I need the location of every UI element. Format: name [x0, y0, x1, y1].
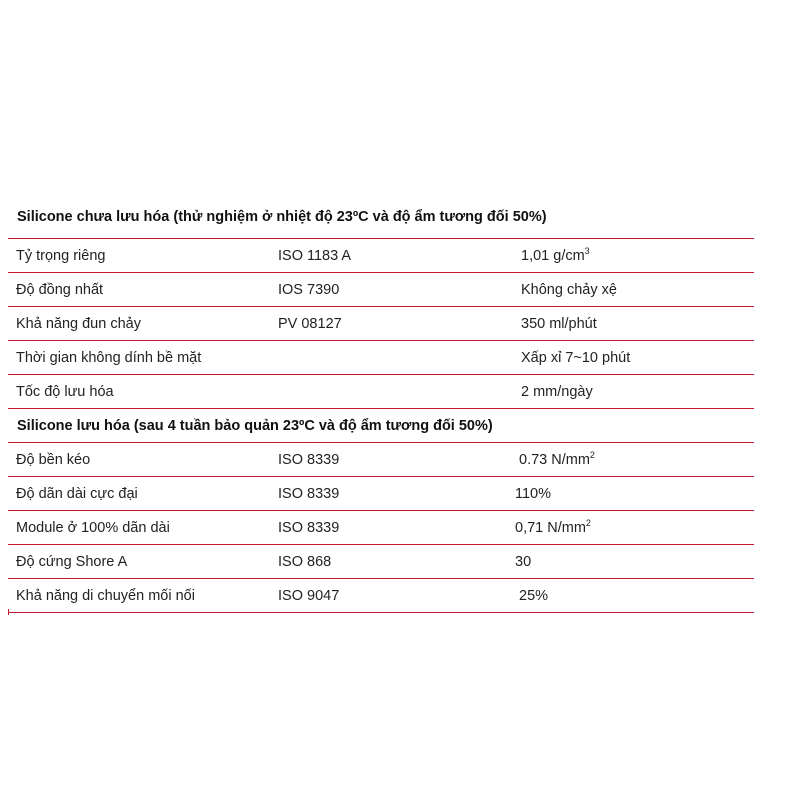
- property-cell: Thời gian không dính bề mặt: [16, 350, 202, 366]
- value-text: 0.73 N/mm: [519, 452, 590, 468]
- standard-cell: PV 08127: [278, 316, 342, 332]
- standard-cell: ISO 8339: [278, 452, 340, 468]
- table-row: [8, 375, 754, 409]
- property-cell: Độ cứng Shore A: [16, 554, 128, 570]
- value-cell: Không chảy xệ: [521, 282, 617, 298]
- property-cell: Khả năng đun chảy: [16, 316, 141, 332]
- table-corner-tick: [8, 609, 9, 615]
- section-title-cured: Silicone lưu hóa (sau 4 tuần bảo quản 23ºC và độ ẩm tương đối 50%): [8, 409, 754, 443]
- property-cell: Độ bền kéo: [16, 452, 91, 468]
- value-cell: 25%: [519, 588, 549, 604]
- value-superscript: 2: [585, 518, 591, 528]
- standard-cell: ISO 9047: [278, 588, 340, 604]
- table-row: [8, 545, 754, 579]
- section-title-uncured: Silicone chưa lưu hóa (thử nghiệm ở nhiệt độ 23ºC và độ ẩm tương đối 50%): [8, 196, 754, 239]
- table-row: [8, 273, 754, 307]
- value-cell: [521, 248, 590, 264]
- value-cell: 2 mm/ngày: [521, 384, 593, 400]
- property-cell: Khả năng di chuyển mối nối: [16, 588, 195, 604]
- standard-cell: ISO 868: [278, 554, 332, 570]
- standard-cell: ISO 8339: [278, 486, 340, 502]
- table-row: [8, 307, 754, 341]
- table-row: [8, 341, 754, 375]
- table-row: [8, 511, 754, 545]
- standard-cell: IOS 7390: [278, 282, 340, 298]
- property-cell: Tốc độ lưu hóa: [16, 384, 114, 400]
- table-row: [8, 443, 754, 477]
- value-cell: 30: [515, 554, 532, 570]
- value-cell: [515, 520, 591, 536]
- value-superscript: 2: [589, 450, 595, 460]
- property-cell: Module ở 100% dãn dài: [16, 520, 170, 536]
- value-cell: 350 ml/phút: [521, 316, 597, 332]
- property-cell: Độ đồng nhất: [16, 282, 104, 298]
- value-text: 1,01 g/cm: [521, 248, 585, 264]
- value-cell: Xấp xỉ 7~10 phút: [521, 350, 631, 366]
- standard-cell: ISO 1183 A: [278, 248, 352, 264]
- value-cell: 110%: [515, 486, 552, 502]
- property-cell: Độ dãn dài cực đại: [16, 486, 138, 502]
- property-cell: Tỷ trọng riêng: [16, 248, 106, 264]
- spec-table: [8, 196, 754, 613]
- table-row: [8, 477, 754, 511]
- value-text: 0,71 N/mm: [515, 520, 586, 536]
- table-row: [8, 239, 754, 273]
- table-row: [8, 579, 754, 613]
- value-superscript: 3: [584, 246, 590, 256]
- value-cell: [519, 452, 595, 468]
- standard-cell: ISO 8339: [278, 520, 340, 536]
